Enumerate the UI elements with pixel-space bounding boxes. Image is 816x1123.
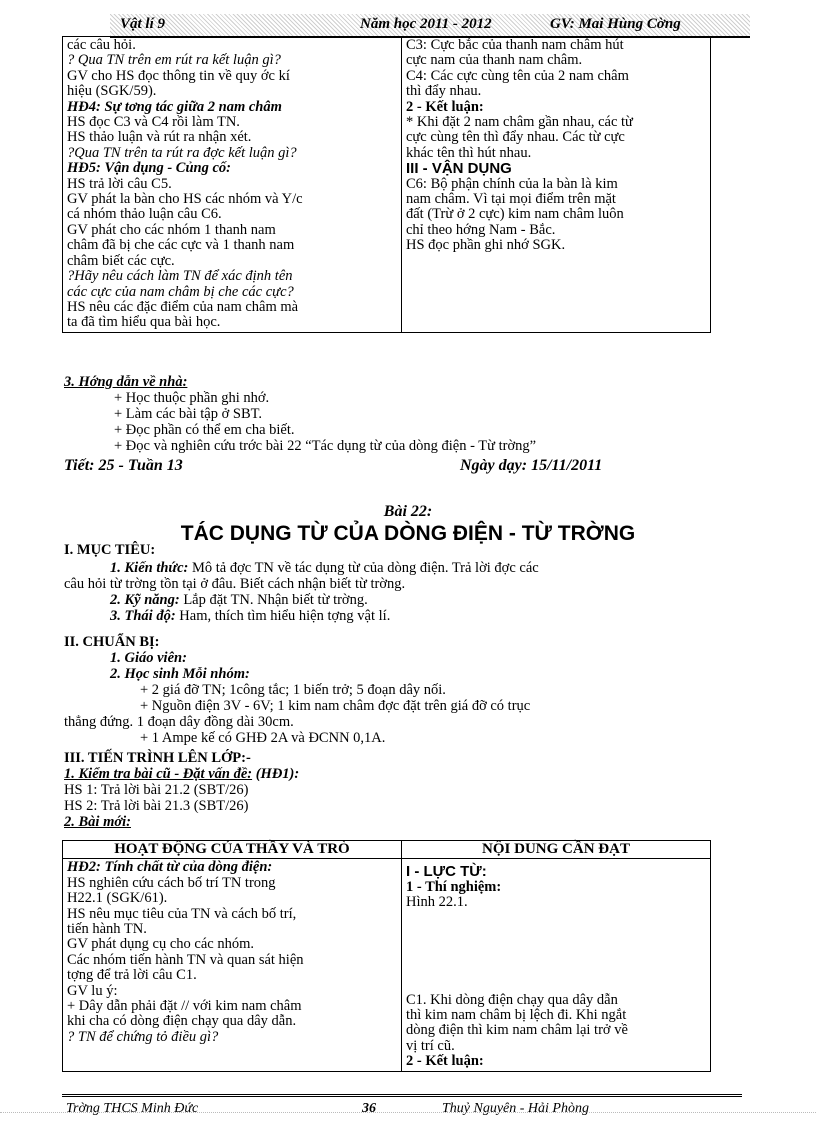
t1-left-line: ?Qua TN trên ta rút ra đợc kết luận gì? bbox=[67, 144, 297, 161]
t1-activity-heading: HĐ4: Sự tơng tác giữa 2 nam châm bbox=[67, 98, 282, 115]
t2-left-line: H22.1 (SGK/61). bbox=[67, 890, 168, 907]
t1-right-heading: 2 - Kết luận: bbox=[406, 98, 484, 115]
t2-left-line: tợng để trả lời câu C1. bbox=[67, 967, 197, 984]
t2-right-line: vị trí cũ. bbox=[406, 1037, 455, 1054]
t2-left-line: GV lu ý: bbox=[67, 982, 118, 999]
t1-left-line: GV phát la bàn cho HS các nhóm và Y/c bbox=[67, 191, 303, 208]
t1-left-line: châm biết các cực. bbox=[67, 252, 175, 269]
table1-left-cell bbox=[63, 37, 402, 333]
new-lesson-title: 2. Bài mới: bbox=[64, 814, 131, 830]
prep-item: + Nguồn điện 3V - 6V; 1 kim nam châm đợc đặt trên giá đỡ có trục bbox=[140, 698, 531, 714]
t1-section-heading: III - VẬN DỤNG bbox=[406, 160, 512, 178]
homework-item: + Học thuộc phần ghi nhớ. bbox=[114, 390, 270, 406]
t1-right-line: cực cùng tên thì đẩy nhau. Các từ cực bbox=[406, 129, 625, 146]
lesson-date: Ngày dạy: 15/11/2011 bbox=[460, 457, 603, 474]
t1-right-line: C3: Cực bắc của thanh nam châm hút bbox=[406, 37, 624, 53]
footer-location: Thuỷ Nguyên - Hải Phòng bbox=[442, 1101, 589, 1116]
t1-left-line: HS nêu các đặc điểm của nam châm mà bbox=[67, 298, 299, 315]
page-header bbox=[110, 14, 750, 38]
attitude-label: 3. Thái độ: bbox=[110, 608, 176, 624]
table2-head-right: NỘI DUNG CẦN ĐẠT bbox=[402, 841, 711, 859]
t2-right-line: dòng điện thì kim nam châm lại trở về bbox=[406, 1022, 628, 1039]
t2-right-line: Hình 22.1. bbox=[406, 894, 468, 911]
t2-left-line: khi cha có dòng điện chạy qua dây dẫn. bbox=[67, 1013, 297, 1030]
t1-right-line: đất (Trừ ở 2 cực) kim nam châm luôn bbox=[406, 206, 624, 223]
t1-right-line: C4: Các cực cùng tên của 2 nam châm bbox=[406, 67, 629, 84]
t1-right-line: chỉ theo hớng Nam - Bắc. bbox=[406, 221, 556, 238]
t1-left-line: châm đã bị che các cực và 1 thanh nam bbox=[67, 237, 295, 254]
process-heading: III. TIẾN TRÌNH LÊN LỚP:- bbox=[64, 750, 251, 766]
knowledge-text: Mô tả đợc TN về tác dụng từ của dòng điện. Trả lời đợc các bbox=[188, 560, 539, 576]
attitude-text: Ham, thích tìm hiểu hiện tợng vật lí. bbox=[175, 608, 391, 624]
t2-left-line: Các nhóm tiến hành TN và quan sát hiện bbox=[67, 951, 304, 968]
t1-left-line: các câu hỏi. bbox=[67, 37, 136, 53]
t2-left-line: GV phát dụng cụ cho các nhóm. bbox=[67, 936, 254, 953]
t1-left-line: GV phát cho các nhóm 1 thanh nam bbox=[67, 221, 276, 238]
t1-right-line: HS đọc phần ghi nhớ SGK. bbox=[406, 237, 566, 254]
footer-page-number: 36 bbox=[362, 1101, 376, 1116]
t2-left-line: + Dây dẫn phải đặt // với kim nam châm bbox=[67, 998, 302, 1015]
activity-table-2 bbox=[62, 840, 711, 1072]
prep-item: thẳng đứng. 1 đoạn dây đồng dài 30cm. bbox=[64, 714, 294, 730]
t1-right-line: thì đẩy nhau. bbox=[406, 83, 482, 100]
prep-item: + 2 giá đỡ TN; 1công tắc; 1 biến trở; 5 đoạn dây nối. bbox=[140, 682, 446, 698]
t1-left-line: cá nhóm thảo luận câu C6. bbox=[67, 206, 222, 223]
check-question: HS 2: Trả lời bài 21.3 (SBT/26) bbox=[64, 798, 249, 814]
check-suffix: (HĐ1): bbox=[252, 766, 300, 782]
process-section bbox=[64, 750, 724, 830]
t2-left-line: HS nêu mục tiêu của TN và cách bố trí, bbox=[67, 905, 297, 922]
t1-left-line: các cực của nam châm bị che các cực? bbox=[67, 283, 294, 300]
objectives-section bbox=[64, 542, 724, 624]
header-subject: Vật lí 9 bbox=[120, 16, 166, 32]
homework-section bbox=[64, 374, 536, 454]
lesson-number: Bài 22: bbox=[383, 503, 433, 520]
knowledge-text-cont: câu hỏi từ trờng tồn tại ở đâu. Biết cách nhận biết từ trờng. bbox=[64, 576, 406, 592]
t1-left-line: ? Qua TN trên em rút ra kết luận gì? bbox=[67, 52, 281, 69]
lesson-period: Tiết: 25 - Tuần 13 bbox=[64, 457, 183, 474]
t1-left-line: GV cho HS đọc thông tin về quy ớc kí bbox=[67, 67, 290, 84]
homework-item: + Đọc và nghiên cứu trớc bài 22 “Tác dụng từ của dòng điện - Từ trờng” bbox=[114, 438, 537, 454]
t1-left-line: HS thảo luận và rút ra nhận xét. bbox=[67, 129, 252, 146]
page-bottom-divider bbox=[0, 1112, 816, 1113]
t1-right-line: C6: Bộ phận chính của la bàn là kim bbox=[406, 175, 618, 192]
t2-right-line: C1. Khi dòng điện chạy qua dây dẫn bbox=[406, 991, 618, 1008]
t1-activity-heading: HĐ5: Vận dụng - Củng cố: bbox=[67, 160, 231, 177]
homework-item: + Làm các bài tập ở SBT. bbox=[114, 406, 263, 422]
check-title: 1. Kiểm tra bài cũ - Đặt vấn đề: bbox=[64, 766, 253, 782]
skills-label: 2. Kỹ năng: bbox=[110, 592, 180, 608]
footer-school: Trờng THCS Minh Đức bbox=[66, 1101, 199, 1116]
t1-right-line: khác tên thì hút nhau. bbox=[406, 144, 532, 161]
homework-title: 3. Hớng dẫn về nhà: bbox=[64, 374, 188, 390]
check-question: HS 1: Trả lời bài 21.2 (SBT/26) bbox=[64, 782, 249, 798]
t1-left-line: HS trả lời câu C5. bbox=[67, 175, 172, 192]
objectives-heading: I. MỤC TIÊU: bbox=[64, 542, 156, 558]
t1-right-line: cực nam của thanh nam châm. bbox=[406, 52, 583, 69]
skills-text: Lắp đặt TN. Nhận biết từ trờng. bbox=[179, 592, 368, 608]
lesson-title: TÁC DỤNG TỪ CỦA DÒNG ĐIỆN - TỪ TRỜNG bbox=[180, 522, 636, 545]
t1-left-line: HS đọc C3 và C4 rồi làm TN. bbox=[67, 114, 240, 131]
t2-section-heading: I - LỰC TỪ: bbox=[406, 863, 487, 881]
t2-activity-heading: HĐ2: Tính chất từ của dòng điện: bbox=[67, 859, 273, 876]
t1-right-line: nam châm. Vì tại mọi điểm trên mặt bbox=[406, 191, 616, 208]
prep-teacher: 1. Giáo viên: bbox=[110, 650, 187, 666]
homework-item: + Đọc phần có thể em cha biết. bbox=[114, 422, 295, 438]
table2-right-cell bbox=[402, 859, 711, 1071]
t1-left-line: ta đã tìm hiểu qua bài học. bbox=[67, 314, 221, 331]
prep-students: 2. Học sinh Mỗi nhóm: bbox=[110, 666, 250, 682]
header-school-year: Năm học 2011 - 2012 bbox=[360, 16, 492, 32]
table2-head-left: HOẠT ĐỘNG CỦA THẦY VÀ TRÒ bbox=[63, 841, 402, 859]
table1-right-cell bbox=[402, 37, 711, 333]
prep-heading: II. CHUẨN BỊ: bbox=[64, 634, 160, 650]
header-teacher: GV: Mai Hùng Cờng bbox=[550, 16, 681, 32]
t1-left-line: hiệu (SGK/59). bbox=[67, 83, 157, 100]
page-footer bbox=[62, 1094, 742, 1116]
prep-item: + 1 Ampe kế có GHĐ 2A và ĐCNN 0,1A. bbox=[140, 730, 386, 746]
knowledge-label: 1. Kiến thức: bbox=[110, 560, 189, 576]
t2-right-heading: 2 - Kết luận: bbox=[406, 1053, 484, 1070]
activity-table-1 bbox=[62, 36, 711, 333]
t1-right-line: * Khi đặt 2 nam châm gần nhau, các từ bbox=[406, 114, 633, 131]
preparation-section bbox=[64, 634, 724, 746]
t2-left-line: tiến hành TN. bbox=[67, 921, 147, 938]
t2-right-line: thì kim nam châm bị lệch đi. Khi ngắt bbox=[406, 1007, 627, 1024]
t2-right-heading: 1 - Thí nghiệm: bbox=[406, 878, 502, 895]
t2-left-line: ? TN để chứng tỏ điều gì? bbox=[67, 1028, 219, 1045]
t1-left-line: ?Hãy nêu cách làm TN để xác định tên bbox=[67, 268, 293, 285]
table2-left-cell bbox=[63, 859, 402, 1071]
t2-left-line: HS nghiên cứu cách bố trí TN trong bbox=[67, 874, 276, 891]
